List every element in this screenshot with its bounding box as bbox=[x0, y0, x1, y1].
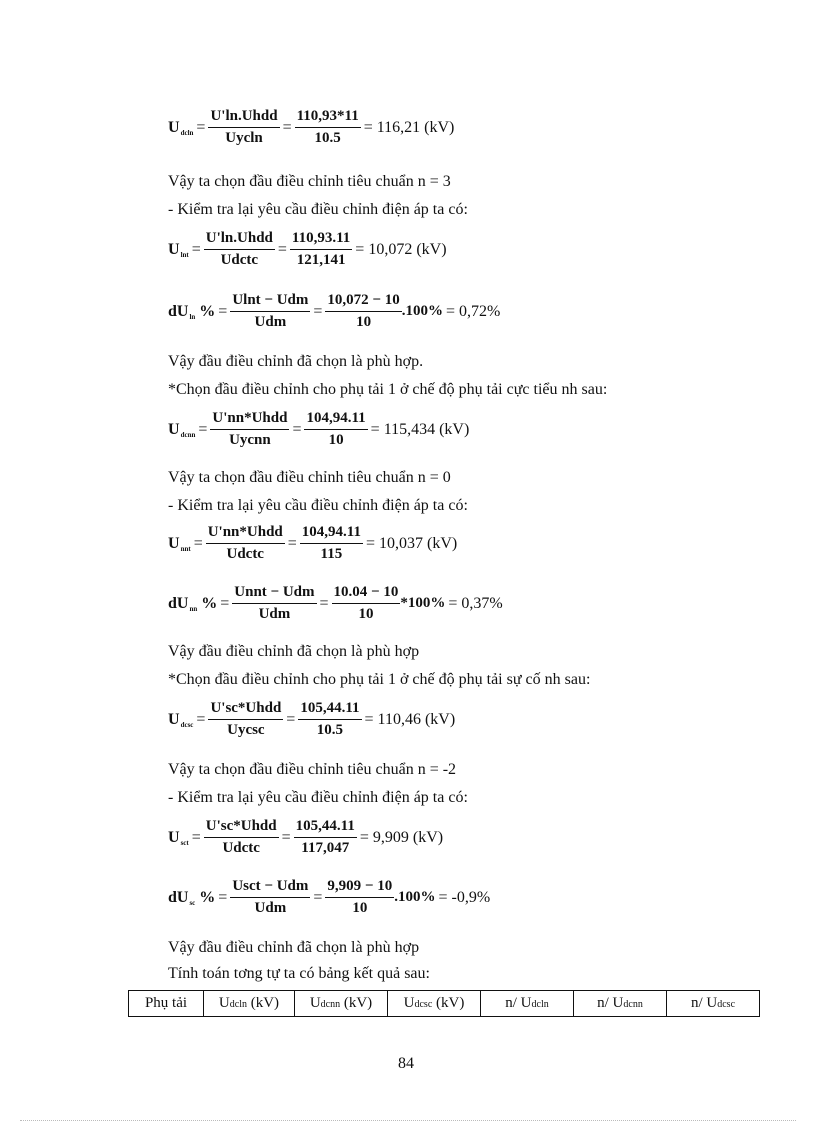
paragraph: Vậy ta chọn đầu điều chỉnh tiêu chuẩn n = 3 bbox=[168, 173, 451, 190]
table-header-cell: Udcln (kV) bbox=[204, 991, 295, 1017]
paragraph: - Kiểm tra lại yêu cầu điều chỉnh điện áp ta có: bbox=[168, 201, 468, 218]
table-header-cell: n/ Udcln bbox=[481, 991, 574, 1017]
equation-dUln: $dU_{ln}$ % = $\frac{\text{Ulnt − Udm}}{\text{Udm}}$ = $\frac{10,072 - 10}{10}$ .100% = 0,72% bbox=[168, 292, 501, 330]
eq-numeric-fraction: $\frac{110,93*11}{10.5}$ bbox=[296, 108, 359, 146]
table-header-row bbox=[129, 991, 760, 1017]
table-header-cell: Phụ tải bbox=[129, 991, 204, 1017]
table-header-cell: Udcnn (kV) bbox=[295, 991, 388, 1017]
paragraph: Vậy ta chọn đầu điều chỉnh tiêu chuẩn n = 0 bbox=[168, 469, 451, 486]
table-header-cell: Udcsc (kV) bbox=[388, 991, 481, 1017]
results-table bbox=[128, 990, 760, 1017]
paragraph: - Kiểm tra lại yêu cầu điều chỉnh điện áp ta có: bbox=[168, 497, 468, 514]
equation-udcnn: $U_{dcnn}$ = $\frac{\text{U'nn*Uhdd}}{\text{Uycnn}}$ = $\frac{104,94.11}{10}$ = 115,434 (kV) bbox=[168, 410, 470, 448]
page-number: 84 bbox=[398, 1055, 414, 1072]
paragraph: *Chọn đầu điều chỉnh cho phụ tải 1 ở chế độ phụ tải cực tiểu nh sau: bbox=[168, 381, 608, 398]
paragraph: Tính toán tơng tự ta có bảng kết quả sau: bbox=[168, 965, 430, 982]
paragraph: Vậy ta chọn đầu điều chỉnh tiêu chuẩn n = -2 bbox=[168, 761, 457, 778]
paragraph: *Chọn đầu điều chỉnh cho phụ tải 1 ở chế độ phụ tải sự cố nh sau: bbox=[168, 671, 591, 688]
equation-udcln: $U_{dcln}$ = $\frac{\text{U'ln.Uhdd}}{\text{Uycln}}$ = $\frac{110,93*11}{10.5}$ = 116,21 (kV) bbox=[168, 108, 455, 146]
equation-dUnn: $dU_{nn}$ % = $\frac{\text{Unnt − Udm}}{\text{Udm}}$ = $\frac{10.04 - 10}{10}$ *100% = 0,37% bbox=[168, 584, 503, 622]
paragraph: - Kiểm tra lại yêu cầu điều chỉnh điện áp ta có: bbox=[168, 789, 468, 806]
table-header-cell: n/ Udcsc bbox=[667, 991, 760, 1017]
equation-ulnt: $U_{lnt}$ = $\frac{\text{U'ln.Uhdd}}{\text{Udctc}}$ = $\frac{110,93.11}{121,141}$ = 10,072 (kV) bbox=[168, 230, 447, 268]
equation-unnt: $U_{nnt}$ = $\frac{\text{U'nn*Uhdd}}{\text{Udctc}}$ = $\frac{104,94.11}{115}$ = 10,037 (kV) bbox=[168, 524, 458, 562]
page-footer-divider bbox=[20, 1120, 796, 1121]
eq-result: 116,21 (kV) bbox=[376, 118, 455, 136]
equation-dUsc: $dU_{sc}$ % = $\frac{\text{Usct − Udm}}{\text{Udm}}$ = $\frac{9,909 - 10}{10}$ .100% = -0,9% bbox=[168, 878, 491, 916]
paragraph: Vậy đầu điều chỉnh đã chọn là phù hợp bbox=[168, 939, 420, 956]
paragraph: Vậy đầu điều chỉnh đã chọn là phù hợp. bbox=[168, 353, 424, 370]
eq-lhs: $U_{dcln}$ bbox=[168, 118, 194, 137]
equation-usct: $U_{sct}$ = $\frac{\text{U'sc*Uhdd}}{\text{Udctc}}$ = $\frac{105,44.11}{117,047}$ = 9,909 (kV) bbox=[168, 818, 444, 856]
table-header-cell: n/ Udcnn bbox=[574, 991, 667, 1017]
equation-udcsc: $U_{dcsc}$ = $\frac{\text{U'sc*Uhdd}}{Uycsc}$ = $\frac{105,44.11}{10.5}$ = 110,46 (kV) bbox=[168, 700, 456, 738]
eq-symbolic-fraction: $\frac{\text{U'ln.Uhdd}}{\text{Uycln}}$ bbox=[210, 108, 278, 146]
paragraph: Vậy đầu điều chỉnh đã chọn là phù hợp bbox=[168, 643, 420, 660]
